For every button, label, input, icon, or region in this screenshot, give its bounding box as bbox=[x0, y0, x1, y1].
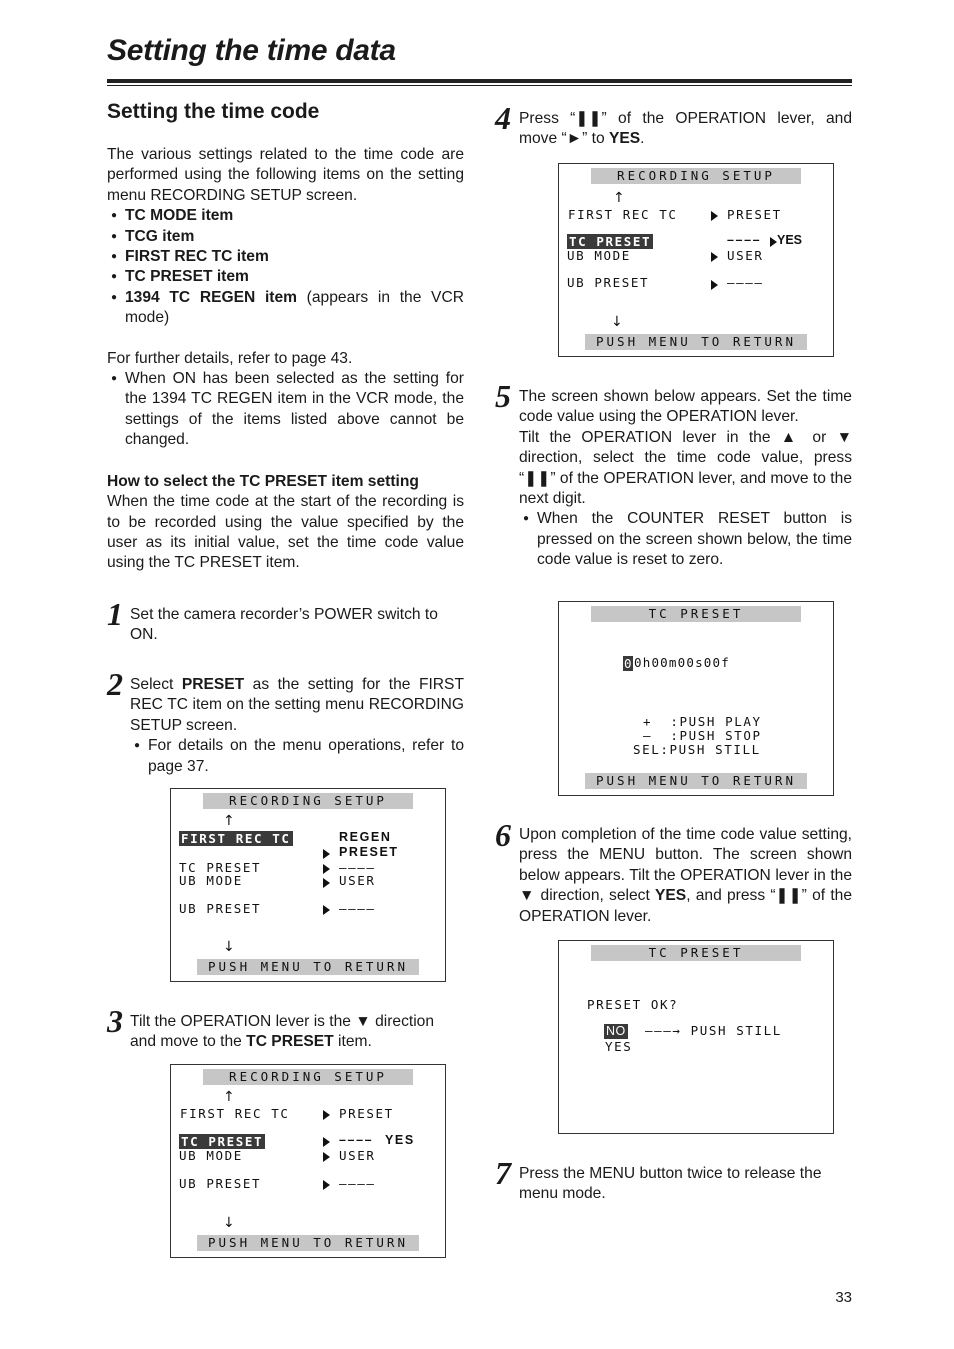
value-user: USER bbox=[339, 1148, 376, 1163]
highlighted-item: FIRST REC TC bbox=[181, 831, 291, 846]
step-5-bullet: ● When the COUNTER RESET button is pressed on the screen shown below, the time code value is reset to zero. bbox=[519, 509, 852, 570]
howto-text: When the time code at the start of the recording is to be recorded using the value specified by the user as its initial value, set the time code value using the TC PRESET item. bbox=[107, 493, 464, 572]
arrow-icon bbox=[323, 1110, 330, 1120]
note-on: ● When ON has been selected as the setting for the 1394 TC REGEN item in the VCR mode, the settings of the items listed above cannot be changed. bbox=[107, 369, 464, 451]
value-user: USER bbox=[339, 873, 376, 888]
value-dashes: –––– bbox=[727, 233, 762, 247]
step-7-text: Press the MENU button twice to release the menu mode. bbox=[519, 1165, 822, 1203]
intro-text: The various settings related to the time code are performed using the following items on the setting menu RECORDING SETUP screen. bbox=[107, 146, 464, 204]
preset-ok-prompt: PRESET OK? bbox=[587, 997, 679, 1012]
push-still-hint: –––→ PUSH STILL bbox=[645, 1023, 782, 1038]
item-1394-suffix: (appears in the VCR mode) bbox=[125, 288, 464, 327]
screen-title: RECORDING SETUP bbox=[591, 168, 801, 184]
screen-title: RECORDING SETUP bbox=[203, 793, 413, 809]
arrow-icon bbox=[711, 280, 718, 290]
step-6-number: 6 bbox=[495, 817, 511, 853]
value-preset: PRESET bbox=[339, 1106, 394, 1121]
list-item bbox=[107, 206, 464, 226]
down-arrow-icon: ↓ bbox=[223, 1215, 235, 1231]
digit-cursor: 0 bbox=[624, 656, 632, 671]
screen-recording-setup-2 bbox=[170, 1064, 446, 1258]
push-menu-return: PUSH MENU TO RETURN bbox=[197, 959, 419, 975]
value-dashes: –––– bbox=[727, 275, 764, 290]
item-1394-tc-regen: 1394 TC REGEN item bbox=[125, 288, 298, 306]
step-4-text: Press “❚❚” of the OPERATION lever, and move “►” to YES. bbox=[519, 110, 852, 148]
menu-item-ub-mode: UB MODE bbox=[179, 1148, 243, 1163]
list-item bbox=[107, 288, 464, 329]
step-2-number: 2 bbox=[107, 666, 123, 702]
screen-recording-setup-3 bbox=[558, 163, 834, 357]
step-5-number: 5 bbox=[495, 378, 511, 414]
item-tc-preset: TC PRESET item bbox=[125, 268, 249, 286]
menu-item-first-rec-tc: FIRST REC TC bbox=[568, 207, 678, 222]
up-arrow-icon: ↑ bbox=[223, 1089, 235, 1105]
step-3-number: 3 bbox=[107, 1003, 123, 1039]
step-3-text: Tilt the OPERATION lever is the ▼ direction and move to the TC PRESET item. bbox=[130, 1013, 435, 1051]
menu-item-ub-preset: UB PRESET bbox=[179, 1176, 262, 1191]
menu-item-ub-mode: UB MODE bbox=[179, 873, 243, 888]
arrow-icon bbox=[323, 878, 330, 888]
value-user: USER bbox=[727, 248, 764, 263]
option-preset: PRESET bbox=[339, 845, 399, 859]
arrow-icon bbox=[711, 211, 718, 221]
down-arrow-icon: ↓ bbox=[223, 939, 235, 955]
up-arrow-icon: ↑ bbox=[613, 190, 625, 206]
step-5-text: The screen shown below appears. Set the time code value using the OPERATION lever. Tilt the OPERATION lever in the ▲ or ▼ direction, select the time code value, press “❚❚” of the OPERATION lever, and move to the next digit. ● When the COUNTER RESET button is pressed on the screen shown below, the time code value is reset to zero. bbox=[519, 387, 852, 571]
cursor-arrow-icon bbox=[323, 849, 330, 859]
option-yes: YES bbox=[605, 1039, 633, 1054]
step-6-text: Upon completion of the time code value setting, press the MENU button. The screen shown below appears. Tilt the OPERATION lever in the ▼ direction, select YES, and press “❚❚” of the OPERATION lever. bbox=[519, 826, 852, 925]
item-tcg: TCG item bbox=[125, 227, 195, 245]
minus-instruction: – :PUSH STOP bbox=[643, 728, 762, 743]
up-arrow-icon: ↑ bbox=[223, 813, 235, 829]
intro-block bbox=[107, 145, 464, 574]
value-dashes: –––– bbox=[339, 1176, 376, 1191]
section-heading: Setting the time code bbox=[107, 100, 320, 123]
option-yes: YES bbox=[385, 1133, 415, 1147]
step-7-number: 7 bbox=[495, 1155, 511, 1191]
push-menu-return: PUSH MENU TO RETURN bbox=[585, 773, 807, 789]
further-details: For further details, refer to page 43. bbox=[107, 349, 353, 367]
step-2-text: Select PRESET as the setting for the FIRST REC TC item on the setting menu RECORDING SETUP screen. ● For details on the menu operations, refer to page 37. bbox=[130, 675, 464, 777]
plus-instruction: + :PUSH PLAY bbox=[643, 714, 762, 729]
arrow-icon bbox=[323, 905, 330, 915]
screen-title: TC PRESET bbox=[591, 945, 801, 961]
step-4-number: 4 bbox=[495, 100, 511, 136]
menu-item-ub-preset: UB PRESET bbox=[567, 275, 650, 290]
list-item bbox=[107, 267, 464, 287]
screen-tc-preset-1 bbox=[558, 601, 834, 796]
page-number: 33 bbox=[835, 1289, 852, 1306]
option-yes: YES bbox=[777, 233, 803, 247]
arrow-icon bbox=[323, 864, 330, 874]
item-first-rec-tc: FIRST REC TC item bbox=[125, 248, 269, 266]
item-tc-mode: TC MODE item bbox=[125, 207, 234, 225]
menu-item-first-rec-tc: FIRST REC TC bbox=[180, 1106, 290, 1121]
title-rule-thick bbox=[107, 79, 852, 83]
option-no: NO bbox=[606, 1024, 626, 1038]
value-preset: PRESET bbox=[727, 207, 782, 222]
sel-instruction: SEL:PUSH STILL bbox=[633, 742, 761, 757]
title-rule-thin bbox=[107, 85, 852, 86]
cursor-arrow-icon bbox=[770, 237, 777, 247]
menu-item-ub-preset: UB PRESET bbox=[179, 901, 262, 916]
list-item bbox=[107, 227, 464, 247]
arrow-icon bbox=[323, 1180, 330, 1190]
push-menu-return: PUSH MENU TO RETURN bbox=[197, 1235, 419, 1251]
menu-item-ub-mode: UB MODE bbox=[567, 248, 631, 263]
menu-item-tc-preset: TC PRESET bbox=[179, 860, 262, 875]
push-menu-return: PUSH MENU TO RETURN bbox=[585, 334, 807, 350]
step-1-number: 1 bbox=[107, 596, 123, 632]
arrow-icon bbox=[323, 1152, 330, 1162]
screen-tc-preset-2 bbox=[558, 940, 834, 1134]
value-dashes: –––– bbox=[339, 860, 376, 875]
screen-title: TC PRESET bbox=[591, 606, 801, 622]
list-item bbox=[107, 247, 464, 267]
screen-recording-setup-1 bbox=[170, 788, 446, 982]
step-1-text: Set the camera recorder’s POWER switch to ON. bbox=[130, 606, 438, 644]
value-dashes: –––– bbox=[339, 1133, 374, 1147]
howto-heading: How to select the TC PRESET item setting bbox=[107, 472, 419, 490]
step-2-bullet: ● For details on the menu operations, refer to page 37. bbox=[130, 736, 464, 777]
option-regen: REGEN bbox=[339, 830, 392, 844]
down-arrow-icon: ↓ bbox=[611, 314, 623, 330]
arrow-icon bbox=[323, 1137, 330, 1147]
highlighted-item: TC PRESET bbox=[181, 1134, 264, 1149]
screen-title: RECORDING SETUP bbox=[203, 1069, 413, 1085]
page-title: Setting the time data bbox=[107, 34, 396, 67]
highlighted-item: TC PRESET bbox=[569, 234, 652, 249]
timecode-value: 0h00m00s00f bbox=[634, 655, 730, 670]
arrow-icon bbox=[711, 252, 718, 262]
value-dashes: –––– bbox=[339, 901, 376, 916]
